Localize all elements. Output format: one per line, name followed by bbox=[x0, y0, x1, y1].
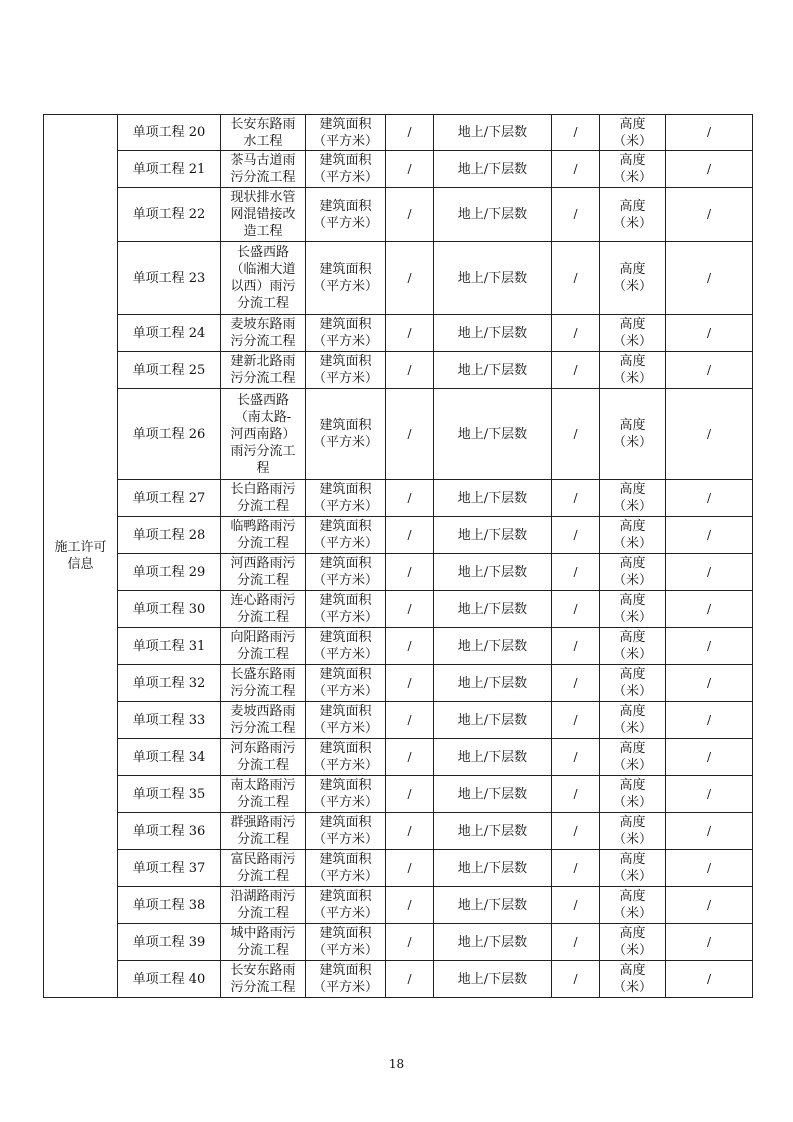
project-cell: 单项工程 21 bbox=[118, 151, 221, 188]
project-name-cell: 城中路雨污 分流工程 bbox=[221, 924, 306, 961]
floors-label-cell: 地上/下层数 bbox=[434, 776, 552, 813]
table-row bbox=[44, 813, 753, 850]
height-label-cell: 高度 （米） bbox=[600, 480, 666, 517]
area-value-cell: / bbox=[386, 702, 434, 739]
floors-value-cell: / bbox=[552, 702, 600, 739]
floors-value-cell: / bbox=[552, 850, 600, 887]
height-label-cell: 高度 （米） bbox=[600, 924, 666, 961]
height-value-cell: / bbox=[666, 887, 753, 924]
height-value-cell: / bbox=[666, 702, 753, 739]
floors-label-cell: 地上/下层数 bbox=[434, 813, 552, 850]
project-cell: 单项工程 26 bbox=[118, 389, 221, 480]
project-name-cell: 麦坡东路雨 污分流工程 bbox=[221, 315, 306, 352]
height-value-cell: / bbox=[666, 315, 753, 352]
project-cell: 单项工程 30 bbox=[118, 591, 221, 628]
table-row bbox=[44, 887, 753, 924]
floors-label-cell: 地上/下层数 bbox=[434, 389, 552, 480]
project-cell: 单项工程 36 bbox=[118, 813, 221, 850]
table-row bbox=[44, 188, 753, 242]
floors-label-cell: 地上/下层数 bbox=[434, 352, 552, 389]
area-label-cell: 建筑面积 （平方米） bbox=[306, 813, 386, 850]
height-label-cell: 高度 （米） bbox=[600, 776, 666, 813]
table-row bbox=[44, 665, 753, 702]
project-cell: 单项工程 22 bbox=[118, 188, 221, 242]
floors-value-cell: / bbox=[552, 517, 600, 554]
project-name-cell: 沿湖路雨污 分流工程 bbox=[221, 887, 306, 924]
table-row bbox=[44, 242, 753, 315]
project-name-cell: 长安东路雨 污分流工程 bbox=[221, 961, 306, 998]
project-name-cell: 茶马古道雨 污分流工程 bbox=[221, 151, 306, 188]
project-name-cell: 富民路雨污 分流工程 bbox=[221, 850, 306, 887]
area-value-cell: / bbox=[386, 591, 434, 628]
project-cell: 单项工程 27 bbox=[118, 480, 221, 517]
height-label-cell: 高度 （米） bbox=[600, 315, 666, 352]
area-label-cell: 建筑面积 （平方米） bbox=[306, 480, 386, 517]
height-value-cell: / bbox=[666, 188, 753, 242]
project-cell: 单项工程 29 bbox=[118, 554, 221, 591]
area-value-cell: / bbox=[386, 242, 434, 315]
area-label-cell: 建筑面积 （平方米） bbox=[306, 628, 386, 665]
area-label-cell: 建筑面积 （平方米） bbox=[306, 315, 386, 352]
height-label-cell: 高度 （米） bbox=[600, 188, 666, 242]
floors-value-cell: / bbox=[552, 739, 600, 776]
table-row bbox=[44, 389, 753, 480]
height-label-cell: 高度 （米） bbox=[600, 554, 666, 591]
height-label-cell: 高度 （米） bbox=[600, 151, 666, 188]
area-value-cell: / bbox=[386, 739, 434, 776]
height-value-cell: / bbox=[666, 554, 753, 591]
height-value-cell: / bbox=[666, 628, 753, 665]
area-label-cell: 建筑面积 （平方米） bbox=[306, 739, 386, 776]
floors-value-cell: / bbox=[552, 813, 600, 850]
floors-label-cell: 地上/下层数 bbox=[434, 480, 552, 517]
project-cell: 单项工程 28 bbox=[118, 517, 221, 554]
section-label: 施工许可 信息 bbox=[44, 115, 118, 998]
height-label-cell: 高度 （米） bbox=[600, 389, 666, 480]
height-label-cell: 高度 （米） bbox=[600, 591, 666, 628]
page-number: 18 bbox=[388, 1057, 405, 1071]
project-name-cell: 南太路雨污 分流工程 bbox=[221, 776, 306, 813]
height-label-cell: 高度 （米） bbox=[600, 961, 666, 998]
height-value-cell: / bbox=[666, 151, 753, 188]
height-label-cell: 高度 （米） bbox=[600, 739, 666, 776]
height-label-cell: 高度 （米） bbox=[600, 665, 666, 702]
table-row bbox=[44, 315, 753, 352]
area-value-cell: / bbox=[386, 517, 434, 554]
area-value-cell: / bbox=[386, 813, 434, 850]
area-label-cell: 建筑面积 （平方米） bbox=[306, 961, 386, 998]
area-value-cell: / bbox=[386, 850, 434, 887]
project-cell: 单项工程 32 bbox=[118, 665, 221, 702]
floors-label-cell: 地上/下层数 bbox=[434, 554, 552, 591]
floors-label-cell: 地上/下层数 bbox=[434, 628, 552, 665]
table-row bbox=[44, 628, 753, 665]
height-value-cell: / bbox=[666, 776, 753, 813]
floors-label-cell: 地上/下层数 bbox=[434, 850, 552, 887]
floors-value-cell: / bbox=[552, 242, 600, 315]
table-row bbox=[44, 591, 753, 628]
height-value-cell: / bbox=[666, 115, 753, 151]
height-label-cell: 高度 （米） bbox=[600, 813, 666, 850]
area-value-cell: / bbox=[386, 115, 434, 151]
project-name-cell: 河东路雨污 分流工程 bbox=[221, 739, 306, 776]
project-cell: 单项工程 37 bbox=[118, 850, 221, 887]
floors-label-cell: 地上/下层数 bbox=[434, 924, 552, 961]
floors-value-cell: / bbox=[552, 924, 600, 961]
area-label-cell: 建筑面积 （平方米） bbox=[306, 924, 386, 961]
table-row bbox=[44, 850, 753, 887]
area-label-cell: 建筑面积 （平方米） bbox=[306, 702, 386, 739]
area-value-cell: / bbox=[386, 628, 434, 665]
table-row bbox=[44, 924, 753, 961]
area-label-cell: 建筑面积 （平方米） bbox=[306, 517, 386, 554]
height-value-cell: / bbox=[666, 961, 753, 998]
project-name-cell: 长盛东路雨 污分流工程 bbox=[221, 665, 306, 702]
project-name-cell: 麦坡西路雨 污分流工程 bbox=[221, 702, 306, 739]
project-cell: 单项工程 35 bbox=[118, 776, 221, 813]
area-label-cell: 建筑面积 （平方米） bbox=[306, 887, 386, 924]
floors-label-cell: 地上/下层数 bbox=[434, 887, 552, 924]
project-name-cell: 现状排水管 网混错接改 造工程 bbox=[221, 188, 306, 242]
area-label-cell: 建筑面积 （平方米） bbox=[306, 352, 386, 389]
project-name-cell: 临鸭路雨污 分流工程 bbox=[221, 517, 306, 554]
floors-value-cell: / bbox=[552, 389, 600, 480]
floors-value-cell: / bbox=[552, 554, 600, 591]
project-name-cell: 长盛西路 （南太路- 河西南路） 雨污分流工 程 bbox=[221, 389, 306, 480]
project-name-cell: 连心路雨污 分流工程 bbox=[221, 591, 306, 628]
height-label-cell: 高度 （米） bbox=[600, 517, 666, 554]
table-body bbox=[44, 115, 753, 998]
area-value-cell: / bbox=[386, 665, 434, 702]
floors-label-cell: 地上/下层数 bbox=[434, 739, 552, 776]
table-row bbox=[44, 702, 753, 739]
project-cell: 单项工程 25 bbox=[118, 352, 221, 389]
floors-value-cell: / bbox=[552, 961, 600, 998]
floors-label-cell: 地上/下层数 bbox=[434, 517, 552, 554]
table-row bbox=[44, 739, 753, 776]
height-value-cell: / bbox=[666, 591, 753, 628]
table-row bbox=[44, 554, 753, 591]
project-name-cell: 长白路雨污 分流工程 bbox=[221, 480, 306, 517]
area-value-cell: / bbox=[386, 480, 434, 517]
area-label-cell: 建筑面积 （平方米） bbox=[306, 554, 386, 591]
area-value-cell: / bbox=[386, 315, 434, 352]
project-name-cell: 群强路雨污 分流工程 bbox=[221, 813, 306, 850]
floors-value-cell: / bbox=[552, 628, 600, 665]
height-label-cell: 高度 （米） bbox=[600, 352, 666, 389]
table-row bbox=[44, 776, 753, 813]
floors-value-cell: / bbox=[552, 352, 600, 389]
area-label-cell: 建筑面积 （平方米） bbox=[306, 115, 386, 151]
area-value-cell: / bbox=[386, 151, 434, 188]
project-cell: 单项工程 24 bbox=[118, 315, 221, 352]
floors-label-cell: 地上/下层数 bbox=[434, 702, 552, 739]
floors-label-cell: 地上/下层数 bbox=[434, 188, 552, 242]
area-label-cell: 建筑面积 （平方米） bbox=[306, 776, 386, 813]
table-row bbox=[44, 115, 753, 151]
floors-label-cell: 地上/下层数 bbox=[434, 115, 552, 151]
height-value-cell: / bbox=[666, 739, 753, 776]
floors-value-cell: / bbox=[552, 591, 600, 628]
table-row bbox=[44, 961, 753, 998]
area-label-cell: 建筑面积 （平方米） bbox=[306, 665, 386, 702]
floors-value-cell: / bbox=[552, 776, 600, 813]
project-cell: 单项工程 31 bbox=[118, 628, 221, 665]
area-value-cell: / bbox=[386, 961, 434, 998]
project-name-cell: 建新北路雨 污分流工程 bbox=[221, 352, 306, 389]
area-label-cell: 建筑面积 （平方米） bbox=[306, 242, 386, 315]
height-value-cell: / bbox=[666, 480, 753, 517]
height-value-cell: / bbox=[666, 850, 753, 887]
construction-permit-table bbox=[43, 114, 753, 998]
height-label-cell: 高度 （米） bbox=[600, 115, 666, 151]
floors-value-cell: / bbox=[552, 188, 600, 242]
area-label-cell: 建筑面积 （平方米） bbox=[306, 591, 386, 628]
project-name-cell: 长安东路雨 水工程 bbox=[221, 115, 306, 151]
area-value-cell: / bbox=[386, 188, 434, 242]
area-value-cell: / bbox=[386, 887, 434, 924]
height-value-cell: / bbox=[666, 352, 753, 389]
project-cell: 单项工程 40 bbox=[118, 961, 221, 998]
floors-label-cell: 地上/下层数 bbox=[434, 151, 552, 188]
height-value-cell: / bbox=[666, 517, 753, 554]
area-value-cell: / bbox=[386, 554, 434, 591]
floors-value-cell: / bbox=[552, 665, 600, 702]
table-row bbox=[44, 517, 753, 554]
project-cell: 单项工程 38 bbox=[118, 887, 221, 924]
height-label-cell: 高度 （米） bbox=[600, 850, 666, 887]
floors-value-cell: / bbox=[552, 887, 600, 924]
area-label-cell: 建筑面积 （平方米） bbox=[306, 151, 386, 188]
area-value-cell: / bbox=[386, 389, 434, 480]
floors-value-cell: / bbox=[552, 480, 600, 517]
project-name-cell: 向阳路雨污 分流工程 bbox=[221, 628, 306, 665]
table-row bbox=[44, 480, 753, 517]
project-cell: 单项工程 33 bbox=[118, 702, 221, 739]
area-value-cell: / bbox=[386, 352, 434, 389]
height-label-cell: 高度 （米） bbox=[600, 242, 666, 315]
floors-value-cell: / bbox=[552, 115, 600, 151]
area-label-cell: 建筑面积 （平方米） bbox=[306, 389, 386, 480]
floors-label-cell: 地上/下层数 bbox=[434, 961, 552, 998]
height-label-cell: 高度 （米） bbox=[600, 628, 666, 665]
height-label-cell: 高度 （米） bbox=[600, 702, 666, 739]
area-value-cell: / bbox=[386, 924, 434, 961]
area-label-cell: 建筑面积 （平方米） bbox=[306, 188, 386, 242]
table-row bbox=[44, 352, 753, 389]
height-value-cell: / bbox=[666, 242, 753, 315]
floors-label-cell: 地上/下层数 bbox=[434, 665, 552, 702]
height-value-cell: / bbox=[666, 389, 753, 480]
project-cell: 单项工程 20 bbox=[118, 115, 221, 151]
height-value-cell: / bbox=[666, 813, 753, 850]
project-cell: 单项工程 23 bbox=[118, 242, 221, 315]
project-cell: 单项工程 34 bbox=[118, 739, 221, 776]
height-value-cell: / bbox=[666, 924, 753, 961]
project-name-cell: 长盛西路 （临湘大道 以西）雨污 分流工程 bbox=[221, 242, 306, 315]
area-label-cell: 建筑面积 （平方米） bbox=[306, 850, 386, 887]
floors-label-cell: 地上/下层数 bbox=[434, 591, 552, 628]
floors-label-cell: 地上/下层数 bbox=[434, 242, 552, 315]
floors-value-cell: / bbox=[552, 151, 600, 188]
floors-label-cell: 地上/下层数 bbox=[434, 315, 552, 352]
project-cell: 单项工程 39 bbox=[118, 924, 221, 961]
area-value-cell: / bbox=[386, 776, 434, 813]
height-value-cell: / bbox=[666, 665, 753, 702]
floors-value-cell: / bbox=[552, 315, 600, 352]
table-row bbox=[44, 151, 753, 188]
project-name-cell: 河西路雨污 分流工程 bbox=[221, 554, 306, 591]
height-label-cell: 高度 （米） bbox=[600, 887, 666, 924]
